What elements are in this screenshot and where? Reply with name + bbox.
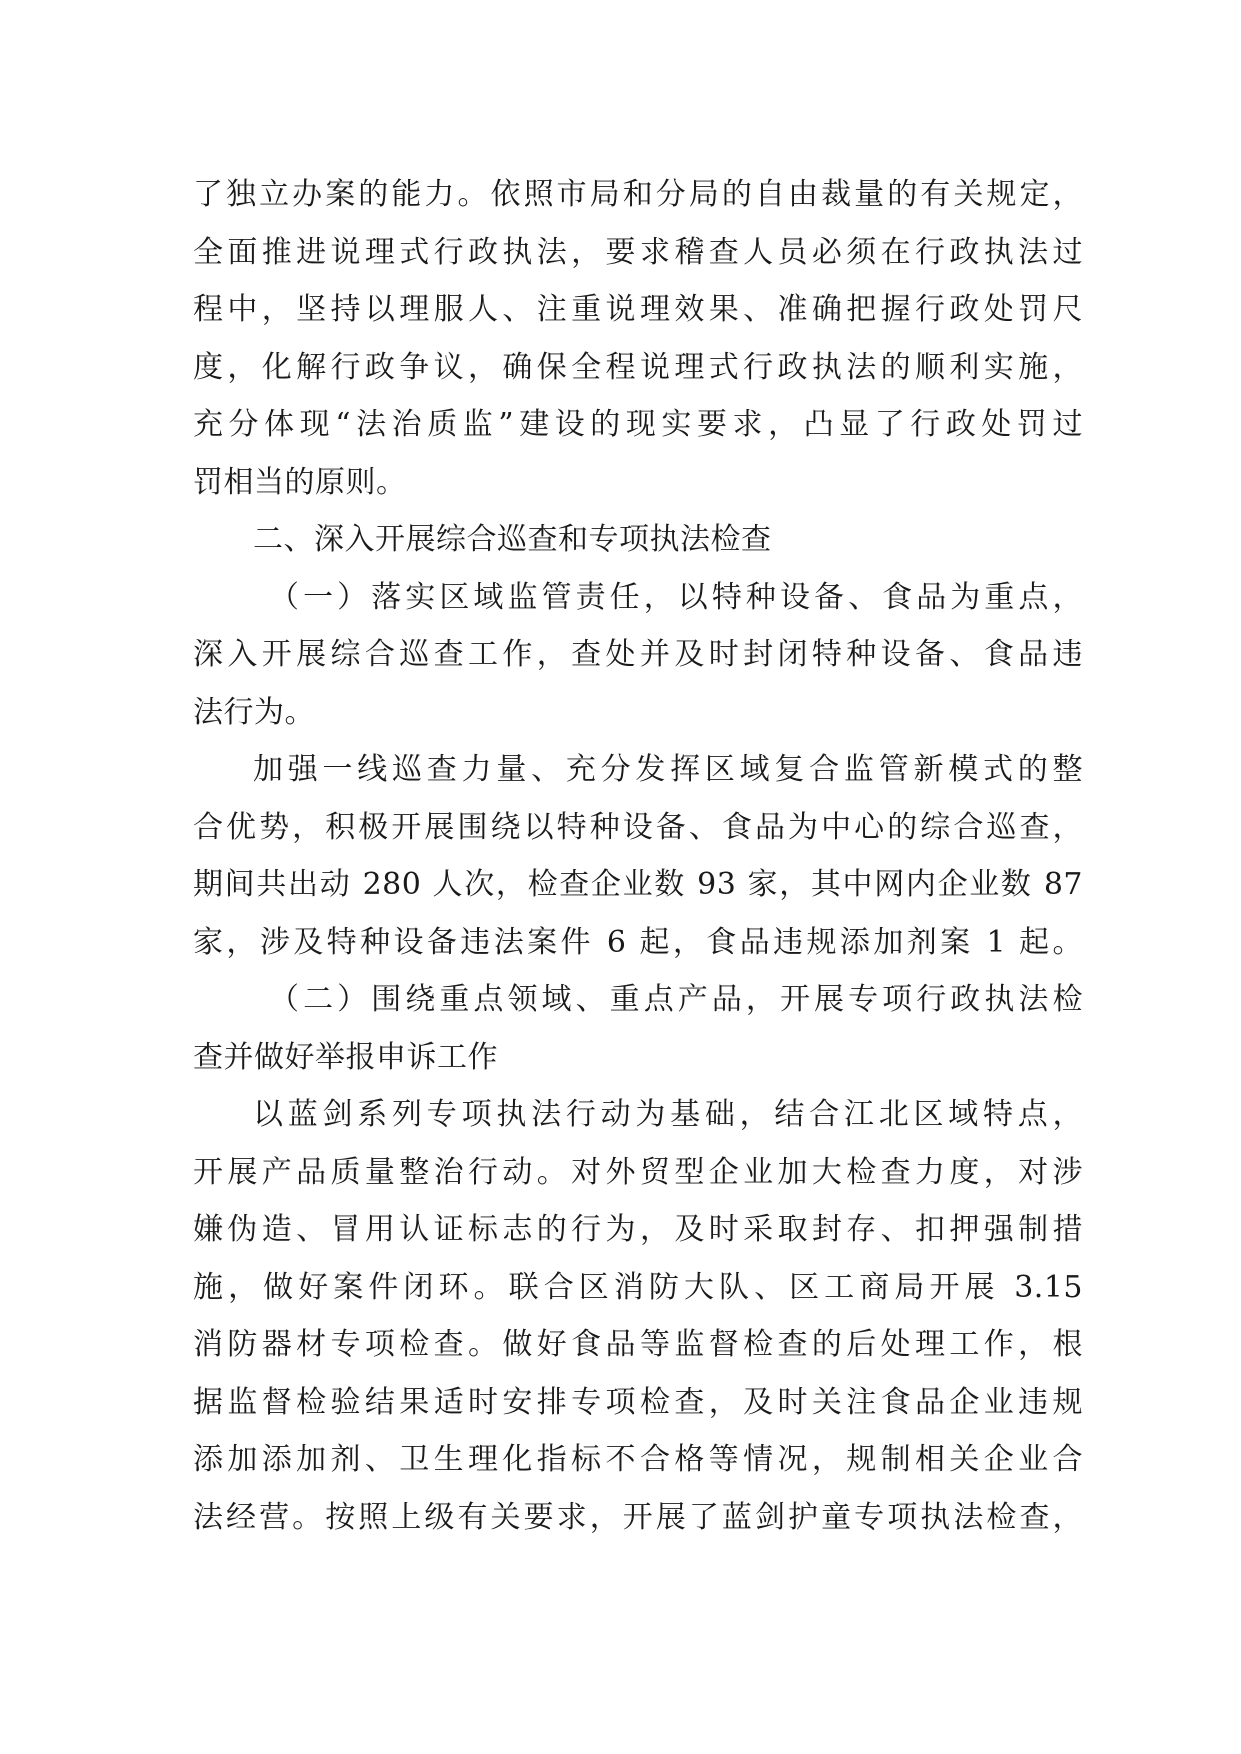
section-heading: 二、深入开展综合巡查和专项执法检查 [253, 522, 772, 557]
text-line: 家，涉及特种设备违法案件 6 起，食品违规添加剂案 1 起。 [193, 924, 1083, 960]
text-line: 嫌伪造、冒用认证标志的行为，及时采取封存、扣押强制措 [193, 1212, 1083, 1247]
text-line: 充分体现“法治质监”建设的现实要求，凸显了行政处罚过 [193, 407, 1083, 442]
document-body [193, 166, 1083, 1546]
text-line: 据监督检验结果适时安排专项检查，及时关注食品企业违规 [193, 1384, 1083, 1420]
text-line: 深入开展综合巡查工作，查处并及时封闭特种设备、食品违 [193, 637, 1083, 672]
text-line: 度，化解行政争议，确保全程说理式行政执法的顺利实施， [193, 349, 1083, 385]
text-line: 期间共出动 280 人次，检查企业数 93 家，其中网内企业数 87 [193, 867, 1083, 902]
text-line: 罚相当的原则。 [193, 464, 407, 500]
text-line: 法经营。按照上级有关要求，开展了蓝剑护童专项执法检查， [193, 1499, 1083, 1535]
text-line: 添加添加剂、卫生理化指标不合格等情况，规制相关企业合 [193, 1442, 1083, 1477]
text-line: 法行为。 [193, 694, 315, 730]
text-line: 施，做好案件闭环。联合区消防大队、区工商局开展 3.15 [193, 1269, 1083, 1305]
text-line: 开展产品质量整治行动。对外贸型企业加大检查力度，对涉 [193, 1154, 1083, 1190]
subsection-heading: （二）围绕重点领域、重点产品，开展专项行政执法检 [269, 982, 1083, 1017]
text-line: 消防器材专项检查。做好食品等监督检查的后处理工作，根 [193, 1327, 1083, 1362]
text-line: 查并做好举报申诉工作 [193, 1039, 498, 1075]
text-line: 了独立办案的能力。依照市局和分局的自由裁量的有关规定， [193, 177, 1083, 212]
text-line: 以蓝剑系列专项执法行动为基础，结合江北区域特点， [253, 1097, 1083, 1132]
text-line: 合优势，积极开展围绕以特种设备、食品为中心的综合巡查， [193, 809, 1083, 845]
subsection-heading: （一）落实区域监管责任，以特种设备、食品为重点， [269, 579, 1083, 615]
text-line: 加强一线巡查力量、充分发挥区域复合监管新模式的整 [253, 752, 1083, 787]
text-line: 程中，坚持以理服人、注重说理效果、准确把握行政处罚尺 [193, 292, 1083, 327]
text-line: 全面推进说理式行政执法，要求稽查人员必须在行政执法过 [193, 234, 1083, 270]
